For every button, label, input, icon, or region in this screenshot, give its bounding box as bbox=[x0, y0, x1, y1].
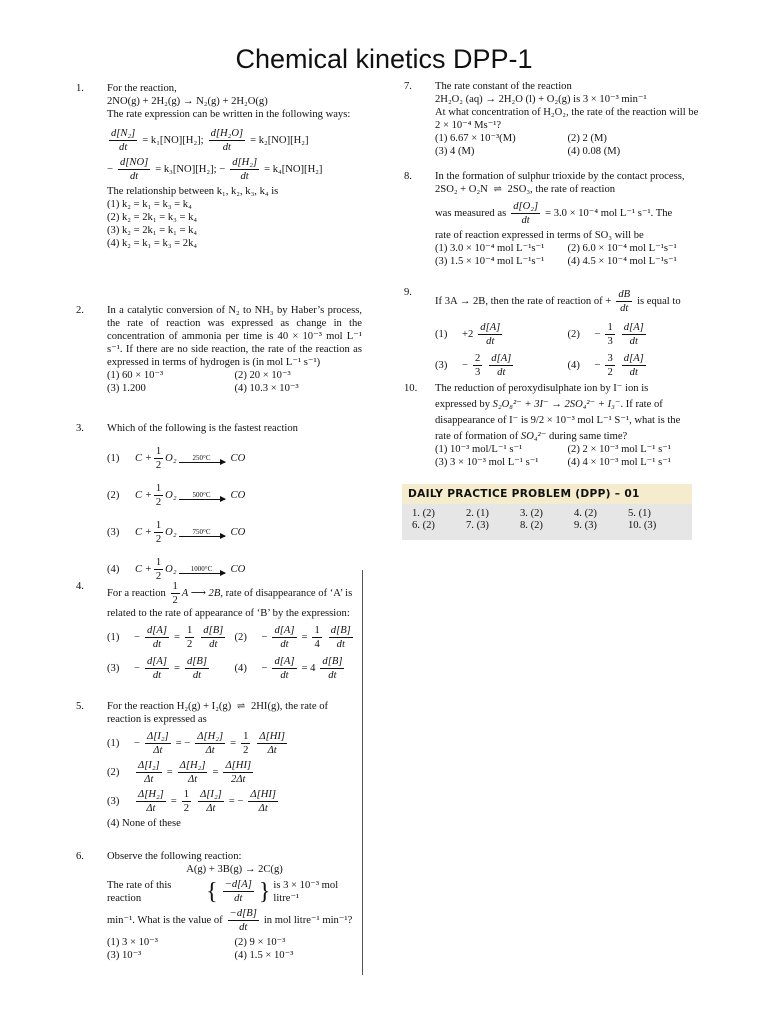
denominator: dt bbox=[620, 303, 629, 314]
numerator: d[A] bbox=[623, 322, 644, 333]
reaction-equation: A(g) + 3B(g) → 2C(g) bbox=[186, 864, 283, 875]
answer-item: 6. (2) bbox=[412, 520, 435, 531]
question-number: 6. bbox=[76, 851, 84, 862]
numerator: Δ[I₂] bbox=[200, 789, 222, 800]
numerator: 1 bbox=[183, 789, 190, 800]
numerator: 1 bbox=[186, 625, 193, 636]
question-text: In a catalytic conversion of N₂ to NH₃ by Haber’s process, the rate of reaction was expressed as change in the concentration of ammonia per time is 40 × 10⁻³ mol L⁻¹ s⁻¹. If there are no side reaction, the rate of the reaction as expressed in terms of hydrogen is (in mol L⁻¹ s⁻¹) bbox=[107, 305, 362, 368]
reactant: C + bbox=[135, 564, 152, 575]
option-label: (2) bbox=[567, 329, 580, 340]
question-10 bbox=[400, 382, 700, 469]
numerator: 1 bbox=[155, 520, 162, 531]
option-1: (1) − $\frac{d[A]}{dt}$ = $\frac{1}{2}$ $\frac{d[B]}{dt}$ bbox=[107, 625, 224, 650]
numerator: d[H₂] bbox=[232, 157, 258, 168]
reactant: O₂ bbox=[165, 490, 177, 501]
option: (4) 4.5 × 10⁻⁴ mol L⁻¹s⁻¹ bbox=[567, 256, 677, 267]
denominator: 2 bbox=[186, 639, 193, 650]
question-intro: For the reaction, bbox=[107, 83, 177, 94]
denominator: dt bbox=[129, 171, 139, 182]
option-1 bbox=[107, 445, 362, 472]
question-number: 10. bbox=[404, 383, 418, 394]
option-label: (1) bbox=[107, 632, 120, 643]
option: (3) 10⁻³ bbox=[107, 950, 142, 961]
denominator: Δt bbox=[206, 803, 216, 814]
numerator: d[B] bbox=[186, 656, 207, 667]
option: (2) 6.0 × 10⁻⁴ mol L⁻¹s⁻¹ bbox=[567, 243, 677, 254]
denominator: dt bbox=[280, 670, 289, 681]
numerator: Δ[HI] bbox=[250, 789, 277, 800]
coefficient: = 4 bbox=[301, 663, 316, 674]
product: CO bbox=[230, 564, 246, 575]
option: (3) k₂ = 2k₁ = k₁ = k₄ bbox=[107, 225, 198, 236]
numerator: Δ[I₂] bbox=[146, 731, 169, 742]
numerator: d[A] bbox=[623, 353, 644, 364]
denominator: dt bbox=[336, 639, 345, 650]
numerator: d[A] bbox=[480, 322, 501, 333]
denominator: dt bbox=[521, 215, 530, 226]
numerator: −d[A] bbox=[224, 879, 252, 890]
question-8 bbox=[400, 170, 700, 268]
answer-key-body bbox=[402, 504, 692, 540]
option: (2) k₂ = 2k₁ = k₃ = k₄ bbox=[107, 212, 198, 223]
option-3: (3) $\frac{\text{Δ[H₂]}}{\Delta t}$ = $\frac{1}{2}$ $\frac{\text{Δ[I₂]}}{\Delta t}$ = − $\frac{\Delta[HI]}{\Delta t}$ bbox=[107, 789, 277, 814]
question-number: 2. bbox=[76, 305, 84, 316]
relation-text: The relationship between k₁, k₂, k₃, k₄ is bbox=[107, 186, 279, 197]
option-2: (2) $\frac{\text{Δ[I₂]}}{\Delta t}$ = $\frac{\text{Δ[H₂]}}{\Delta t}$ = $\frac{\Delta[HI]}{2\Delta t}$ bbox=[107, 760, 252, 785]
question-number: 1. bbox=[76, 83, 84, 94]
option-3: (3) − $\frac{d[A]}{dt}$ = $\frac{d[B]}{dt}$ bbox=[107, 656, 207, 681]
question-6 bbox=[72, 850, 362, 962]
question-text: Which of the following is the fastest reaction bbox=[107, 423, 298, 434]
option: (3) 4 (M) bbox=[435, 146, 475, 157]
option: (2) 9 × 10⁻³ bbox=[234, 937, 286, 948]
denominator: dt bbox=[209, 639, 218, 650]
reactant: O₂ bbox=[165, 453, 177, 464]
measured-rate bbox=[435, 200, 700, 227]
option-4: (4) − $\frac{d[A]}{dt}$ = 4 $\frac{d[B]}{dt}$ bbox=[234, 656, 343, 681]
denominator: Δt bbox=[267, 745, 277, 756]
equation-rhs: = k₃[NO][H₂]; − bbox=[155, 164, 226, 175]
option: (4) 1.5 × 10⁻³ bbox=[234, 950, 294, 961]
question-text: The rate of this reaction bbox=[107, 879, 172, 904]
reaction-arrow-icon bbox=[179, 491, 225, 500]
question-text: If 3A → 2B, then the rate of reaction of + bbox=[435, 296, 612, 307]
numerator: d[N₂] bbox=[111, 128, 136, 139]
option: (1) 6.67 × 10⁻³(M) bbox=[435, 133, 516, 144]
numerator: d[A] bbox=[146, 625, 167, 636]
answer-item: 2. (1) bbox=[466, 508, 489, 519]
denominator: 2 bbox=[155, 534, 162, 545]
denominator: 2 bbox=[607, 367, 613, 378]
option-label: (3) bbox=[107, 796, 120, 807]
option-label: (1) bbox=[107, 453, 120, 464]
denominator: Δt bbox=[187, 774, 198, 785]
option-3: (3) − $\frac{2}{3}$ $\frac{d[A]}{dt}$ bbox=[435, 353, 512, 378]
numerator: d[A] bbox=[146, 656, 167, 667]
question-text: At what concentration of H₂O₂, the rate of the reaction will be 2 × 10⁻⁴ Ms⁻¹? bbox=[435, 107, 699, 131]
option-4: (4) None of these bbox=[107, 818, 181, 829]
numerator: d[O₂] bbox=[513, 201, 539, 212]
question-5 bbox=[72, 700, 362, 830]
rate-statement: The rate of this reaction { $\frac{-d[A]}{dt}$ } is 3 × 10⁻³ mol litre⁻¹ bbox=[107, 878, 362, 905]
denominator: Δt bbox=[153, 745, 163, 756]
question-text: 2HI(g), the rate of reaction is expressed as bbox=[107, 701, 329, 725]
reaction-arrow-icon bbox=[179, 565, 225, 574]
reactant: C + bbox=[135, 453, 152, 464]
denominator: dt bbox=[192, 670, 202, 681]
numerator: d[A] bbox=[491, 353, 512, 364]
option-label: (4) bbox=[107, 564, 120, 575]
option-label: (1) bbox=[107, 738, 120, 749]
answer-item: 9. (3) bbox=[574, 520, 597, 531]
denominator: Δt bbox=[144, 774, 154, 785]
question-text: in mol litre⁻¹ min⁻¹? bbox=[263, 915, 353, 926]
numerator: d[B] bbox=[203, 625, 224, 636]
numerator: 1 bbox=[243, 731, 249, 742]
denominator: dt bbox=[152, 639, 162, 650]
product: CO bbox=[230, 453, 246, 464]
denominator: 2Δt bbox=[231, 774, 246, 785]
option: (1) 60 × 10⁻³ bbox=[107, 370, 164, 381]
answer-item: 7. (3) bbox=[466, 520, 489, 531]
question-statement bbox=[435, 288, 700, 315]
option: (2) 2 × 10⁻³ mol L⁻¹ s⁻¹ bbox=[567, 444, 671, 455]
question-number: 4. bbox=[76, 581, 84, 592]
numerator: Δ[H₂] bbox=[179, 760, 206, 771]
question-number: 7. bbox=[404, 81, 412, 92]
reaction-arrow-icon bbox=[179, 454, 225, 463]
question-text: , rate of disappearance of ‘A’ is related to the rate of appearance of ‘B’ by the expression: bbox=[107, 587, 353, 619]
option: (4) 10.3 × 10⁻³ bbox=[234, 383, 299, 394]
equation-rhs: = k₂[NO][H₂] bbox=[250, 135, 309, 146]
question-number: 5. bbox=[76, 701, 84, 712]
product: CO bbox=[230, 527, 246, 538]
numerator: 1 bbox=[314, 625, 320, 636]
numerator: 1 bbox=[172, 581, 178, 592]
numerator: Δ[H₂] bbox=[197, 731, 224, 742]
question-text: is equal to bbox=[637, 296, 681, 307]
equation-rhs: = k₁[NO][H₂]; bbox=[142, 135, 204, 146]
option: (4) k₂ = k₁ = k₃ = 2k₄ bbox=[107, 238, 198, 249]
numerator: d[H₂O] bbox=[210, 128, 244, 139]
reaction-equation: A ⟶ 2B bbox=[181, 587, 221, 599]
reaction-equation: 2H₂O₂ (aq) → 2H₂O (l) + O₂(g) is 3 × 10⁻³ min⁻¹ bbox=[435, 94, 647, 105]
option-2: (2) − $\frac{1}{3}$ $\frac{d[A]}{dt}$ bbox=[567, 322, 644, 347]
question-text: = 3.0 × 10⁻⁴ mol L⁻¹ s⁻¹. The bbox=[545, 208, 673, 219]
option-4: (4) − $\frac{3}{2}$ $\frac{d[A]}{dt}$ bbox=[567, 353, 644, 378]
numerator: Δ[I₂] bbox=[138, 760, 160, 771]
denominator: dt bbox=[240, 171, 249, 182]
reactant: C + bbox=[135, 527, 152, 538]
denominator: 2 bbox=[155, 460, 162, 471]
option-label: (2) bbox=[107, 490, 120, 501]
numerator: d[B] bbox=[330, 625, 351, 636]
question-text: For the reaction H₂(g) + I₂(g) bbox=[107, 701, 232, 712]
option: (2) 20 × 10⁻³ bbox=[234, 370, 291, 381]
option: (1) 3 × 10⁻³ bbox=[107, 937, 158, 948]
denominator: 2 bbox=[183, 803, 190, 814]
numerator: Δ[HI] bbox=[225, 760, 252, 771]
numerator: 1 bbox=[155, 446, 162, 457]
numerator: dB bbox=[618, 289, 631, 300]
option-label: (3) bbox=[107, 663, 120, 674]
denominator: Δt bbox=[258, 803, 268, 814]
answer-item: 4. (2) bbox=[574, 508, 597, 519]
denominator: 2 bbox=[243, 745, 249, 756]
question-text: expressed by bbox=[435, 399, 491, 410]
reactant: O₂ bbox=[165, 527, 177, 538]
temperature-label: 500°C bbox=[192, 491, 211, 499]
question-text: . If rate of bbox=[620, 399, 663, 410]
option-label: (1) bbox=[435, 329, 448, 340]
option-1 bbox=[435, 321, 568, 348]
answer-item: 1. (2) bbox=[412, 508, 435, 519]
numerator: d[A] bbox=[274, 656, 295, 667]
option-2: (2) − $\frac{d[A]}{dt}$ = $\frac{1}{4}$ $\frac{d[B]}{dt}$ bbox=[234, 625, 351, 650]
coefficient: +2 bbox=[462, 329, 474, 340]
question-text: disappearance of I⁻ is 9/2 × 10⁻³ mol L⁻¹ S⁻¹, what is the bbox=[435, 415, 681, 426]
denominator: dt bbox=[486, 336, 495, 347]
numerator: Δ[HI] bbox=[259, 731, 286, 742]
denominator: dt bbox=[222, 142, 231, 153]
denominator: dt bbox=[234, 893, 243, 904]
rate-equation-row: − $\frac{d[NO]}{dt}$ = k₃[NO][H₂]; − $\frac{\text{d[H₂]}}{dt}$ = k₄[NO][H₂] bbox=[107, 157, 323, 182]
numerator: Δ[H₂] bbox=[138, 789, 164, 800]
question-4 bbox=[72, 580, 362, 684]
option-3 bbox=[107, 519, 362, 546]
option: (1) 10⁻³ mol/L⁻¹ s⁻¹ bbox=[435, 444, 523, 455]
numerator: d[B] bbox=[322, 656, 343, 667]
denominator: dt bbox=[629, 336, 638, 347]
page-title: Chemical kinetics DPP-1 bbox=[235, 44, 533, 74]
question-text: The rate expression can be written in the following ways: bbox=[107, 109, 351, 120]
numerator: 1 bbox=[155, 483, 162, 494]
denominator: dt bbox=[119, 142, 128, 153]
question-9 bbox=[400, 286, 700, 381]
reaction-equation: 2NO(g) + 2H₂(g) → N₂(g) + 2H₂O(g) bbox=[107, 96, 268, 107]
reactant: O₂ bbox=[165, 564, 177, 575]
option: (1) k₂ = k₁ = k₃ = k₄ bbox=[107, 199, 192, 210]
question-7 bbox=[400, 80, 700, 158]
question-text: is 3 × 10⁻³ mol litre⁻¹ bbox=[273, 879, 339, 904]
question-text: The reduction of peroxydisulphate ion by I⁻ ion is bbox=[435, 383, 649, 394]
denominator: 2 bbox=[155, 571, 162, 582]
denominator: dt bbox=[280, 639, 289, 650]
question-1 bbox=[72, 82, 362, 250]
denominator: 3 bbox=[607, 336, 613, 347]
question-text: rate of formation of bbox=[435, 431, 519, 442]
option-label: (2) bbox=[107, 767, 120, 778]
reactant: C + bbox=[135, 490, 152, 501]
numerator: 2 bbox=[474, 353, 481, 364]
option-2 bbox=[107, 482, 362, 509]
column-divider bbox=[362, 570, 363, 975]
numerator: 1 bbox=[607, 322, 613, 333]
numerator: d[A] bbox=[274, 625, 295, 636]
answer-item: 8. (2) bbox=[520, 520, 543, 531]
numerator: d[NO] bbox=[119, 157, 149, 168]
temperature-label: 750°C bbox=[192, 528, 211, 536]
question-text: during same time? bbox=[548, 431, 628, 442]
question-3 bbox=[72, 422, 362, 583]
answer-key-header: DAILY PRACTICE PROBLEM (DPP) – 01 bbox=[402, 484, 692, 504]
question-number: 9. bbox=[404, 287, 412, 298]
denominator: dt bbox=[497, 367, 506, 378]
option: (3) 1.200 bbox=[107, 383, 146, 394]
option: (4) 4 × 10⁻³ mol L⁻¹ s⁻¹ bbox=[567, 457, 671, 468]
option: (3) 1.5 × 10⁻⁴ mol L⁻¹s⁻¹ bbox=[435, 256, 545, 267]
rate-equation-row bbox=[107, 127, 362, 154]
question-number: 8. bbox=[404, 171, 412, 182]
denominator: 2 bbox=[155, 497, 162, 508]
option: (3) 3 × 10⁻³ mol L⁻¹ s⁻¹ bbox=[435, 457, 539, 468]
question-text: was measured as bbox=[435, 208, 507, 219]
answer-item: 3. (2) bbox=[520, 508, 543, 519]
equilibrium-arrow-icon: ⇌ bbox=[493, 184, 502, 195]
denominator: Δt bbox=[146, 803, 156, 814]
option-label: (4) bbox=[234, 663, 247, 674]
option-label: (3) bbox=[107, 527, 120, 538]
equation-rhs: = k₄[NO][H₂] bbox=[264, 164, 323, 175]
denominator: dt bbox=[239, 922, 248, 933]
answer-item: 10. (3) bbox=[628, 520, 657, 531]
option: (2) 2 (M) bbox=[567, 133, 607, 144]
question-text: In the formation of sulphur trioxide by the contact process, 2SO₂ + O₂N bbox=[435, 171, 685, 195]
option-label: (2) bbox=[234, 632, 247, 643]
option-label: (3) bbox=[435, 360, 448, 371]
denominator: 3 bbox=[474, 367, 481, 378]
reaction-equation: S₂O₈²⁻ + 3I⁻ → 2SO₄²⁻ + I₃⁻ bbox=[492, 399, 621, 410]
question-2 bbox=[72, 304, 362, 395]
option-label: (4) bbox=[567, 360, 580, 371]
option: (1) 3.0 × 10⁻⁴ mol L⁻¹s⁻¹ bbox=[435, 243, 545, 254]
denominator: dt bbox=[152, 670, 162, 681]
question-ask bbox=[107, 907, 362, 934]
denominator: dt bbox=[629, 367, 638, 378]
temperature-label: 1000°C bbox=[190, 565, 213, 573]
reaction-arrow-icon bbox=[179, 528, 225, 537]
question-text: The rate constant of the reaction bbox=[435, 81, 572, 92]
numerator: −d[B] bbox=[229, 908, 257, 919]
product: CO bbox=[230, 490, 246, 501]
numerator: 3 bbox=[607, 353, 613, 364]
option: (4) 0.08 (M) bbox=[567, 146, 621, 157]
question-text: For a reaction bbox=[107, 587, 166, 599]
question-intro: Observe the following reaction: bbox=[107, 851, 242, 862]
option-1: (1) − $\frac{\text{Δ[I₂]}}{\Delta t}$ = − $\frac{\text{Δ[H₂]}}{\Delta t}$ = $\frac{1}{2}$ $\frac{\Delta[HI]}{\Delta t}$ bbox=[107, 731, 286, 756]
question-text: min⁻¹. What is the value of bbox=[107, 915, 223, 926]
answer-item: 5. (1) bbox=[628, 508, 651, 519]
question-text: 2SO₃, the rate of reaction bbox=[507, 184, 616, 195]
denominator: dt bbox=[328, 670, 337, 681]
denominator: 4 bbox=[314, 639, 320, 650]
ion-formula: SO₄²⁻ bbox=[520, 431, 547, 442]
equilibrium-arrow-icon: ⇌ bbox=[236, 701, 246, 712]
denominator: 2 bbox=[172, 595, 178, 606]
denominator: Δt bbox=[205, 745, 215, 756]
question-text: rate of reaction expressed in terms of SO₃ will be bbox=[435, 230, 644, 241]
question-number: 3. bbox=[76, 423, 84, 434]
option-4 bbox=[107, 556, 362, 583]
numerator: 1 bbox=[155, 557, 162, 568]
temperature-label: 250°C bbox=[192, 454, 211, 462]
